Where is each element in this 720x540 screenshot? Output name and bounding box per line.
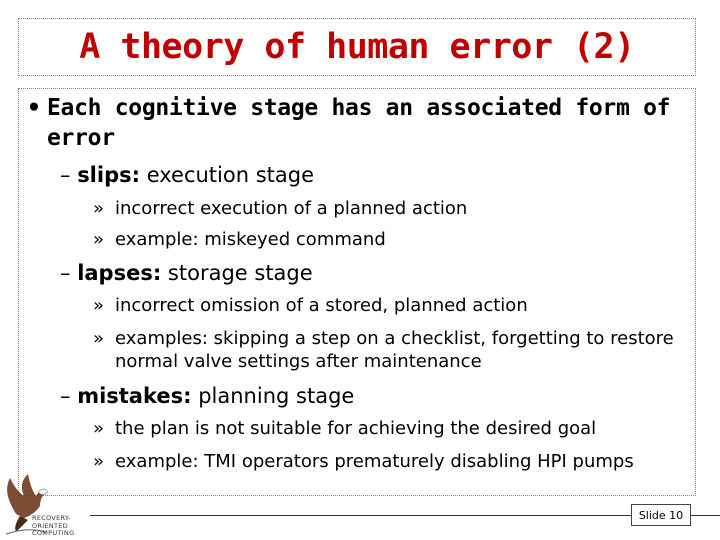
item-stage: planning stage <box>198 384 355 408</box>
dash-icon: – <box>60 261 78 285</box>
raquo-icon: » <box>93 198 105 219</box>
dash-icon: – <box>60 163 78 187</box>
logo-line: COMPUTING <box>32 529 75 537</box>
raquo-icon: » <box>93 328 105 349</box>
logo-text <box>32 515 74 538</box>
sub-item-text: incorrect omission of a stored, planned action <box>115 295 528 316</box>
raquo-icon: » <box>93 229 105 250</box>
item-term: slips: <box>77 163 141 187</box>
slide-number: Slide 10 <box>631 504 691 526</box>
item-term: mistakes: <box>77 384 192 408</box>
sub-item-text: examples: skipping a step on a checklist, forgetting to restore normal valve settings after maintenance <box>115 328 674 372</box>
logo-line: RECOVERY- <box>32 514 72 522</box>
item-stage: execution stage <box>146 163 315 187</box>
footer-rule <box>90 515 720 516</box>
item-slips <box>60 162 314 188</box>
sub-item-text: the plan is not suitable for achieving the desired goal <box>115 418 597 439</box>
sub-item <box>93 228 683 251</box>
dash-icon: – <box>60 384 78 408</box>
sub-item <box>93 417 683 440</box>
item-stage: storage stage <box>167 261 313 285</box>
title-box <box>18 18 696 76</box>
sub-item-text: example: TMI operators prematurely disabling HPI pumps <box>115 451 634 472</box>
main-bullet-text: Each cognitive stage has an associated form of error <box>47 95 671 151</box>
sub-item <box>93 197 683 220</box>
main-bullet <box>27 93 687 153</box>
raquo-icon: » <box>93 451 105 472</box>
sub-item <box>93 327 683 373</box>
sub-item <box>93 450 683 473</box>
sub-item <box>93 294 683 317</box>
item-mistakes <box>60 383 354 409</box>
raquo-icon: » <box>93 295 105 316</box>
logo-line: ORIENTED <box>32 521 69 530</box>
item-lapses <box>60 260 313 286</box>
bullet-dot-icon: • <box>27 95 41 121</box>
raquo-icon: » <box>93 418 105 439</box>
item-term: lapses: <box>77 261 162 285</box>
sub-item-text: incorrect execution of a planned action <box>115 198 468 219</box>
sub-item-text: example: miskeyed command <box>115 229 386 250</box>
slide-title: A theory of human error (2) <box>79 27 635 67</box>
